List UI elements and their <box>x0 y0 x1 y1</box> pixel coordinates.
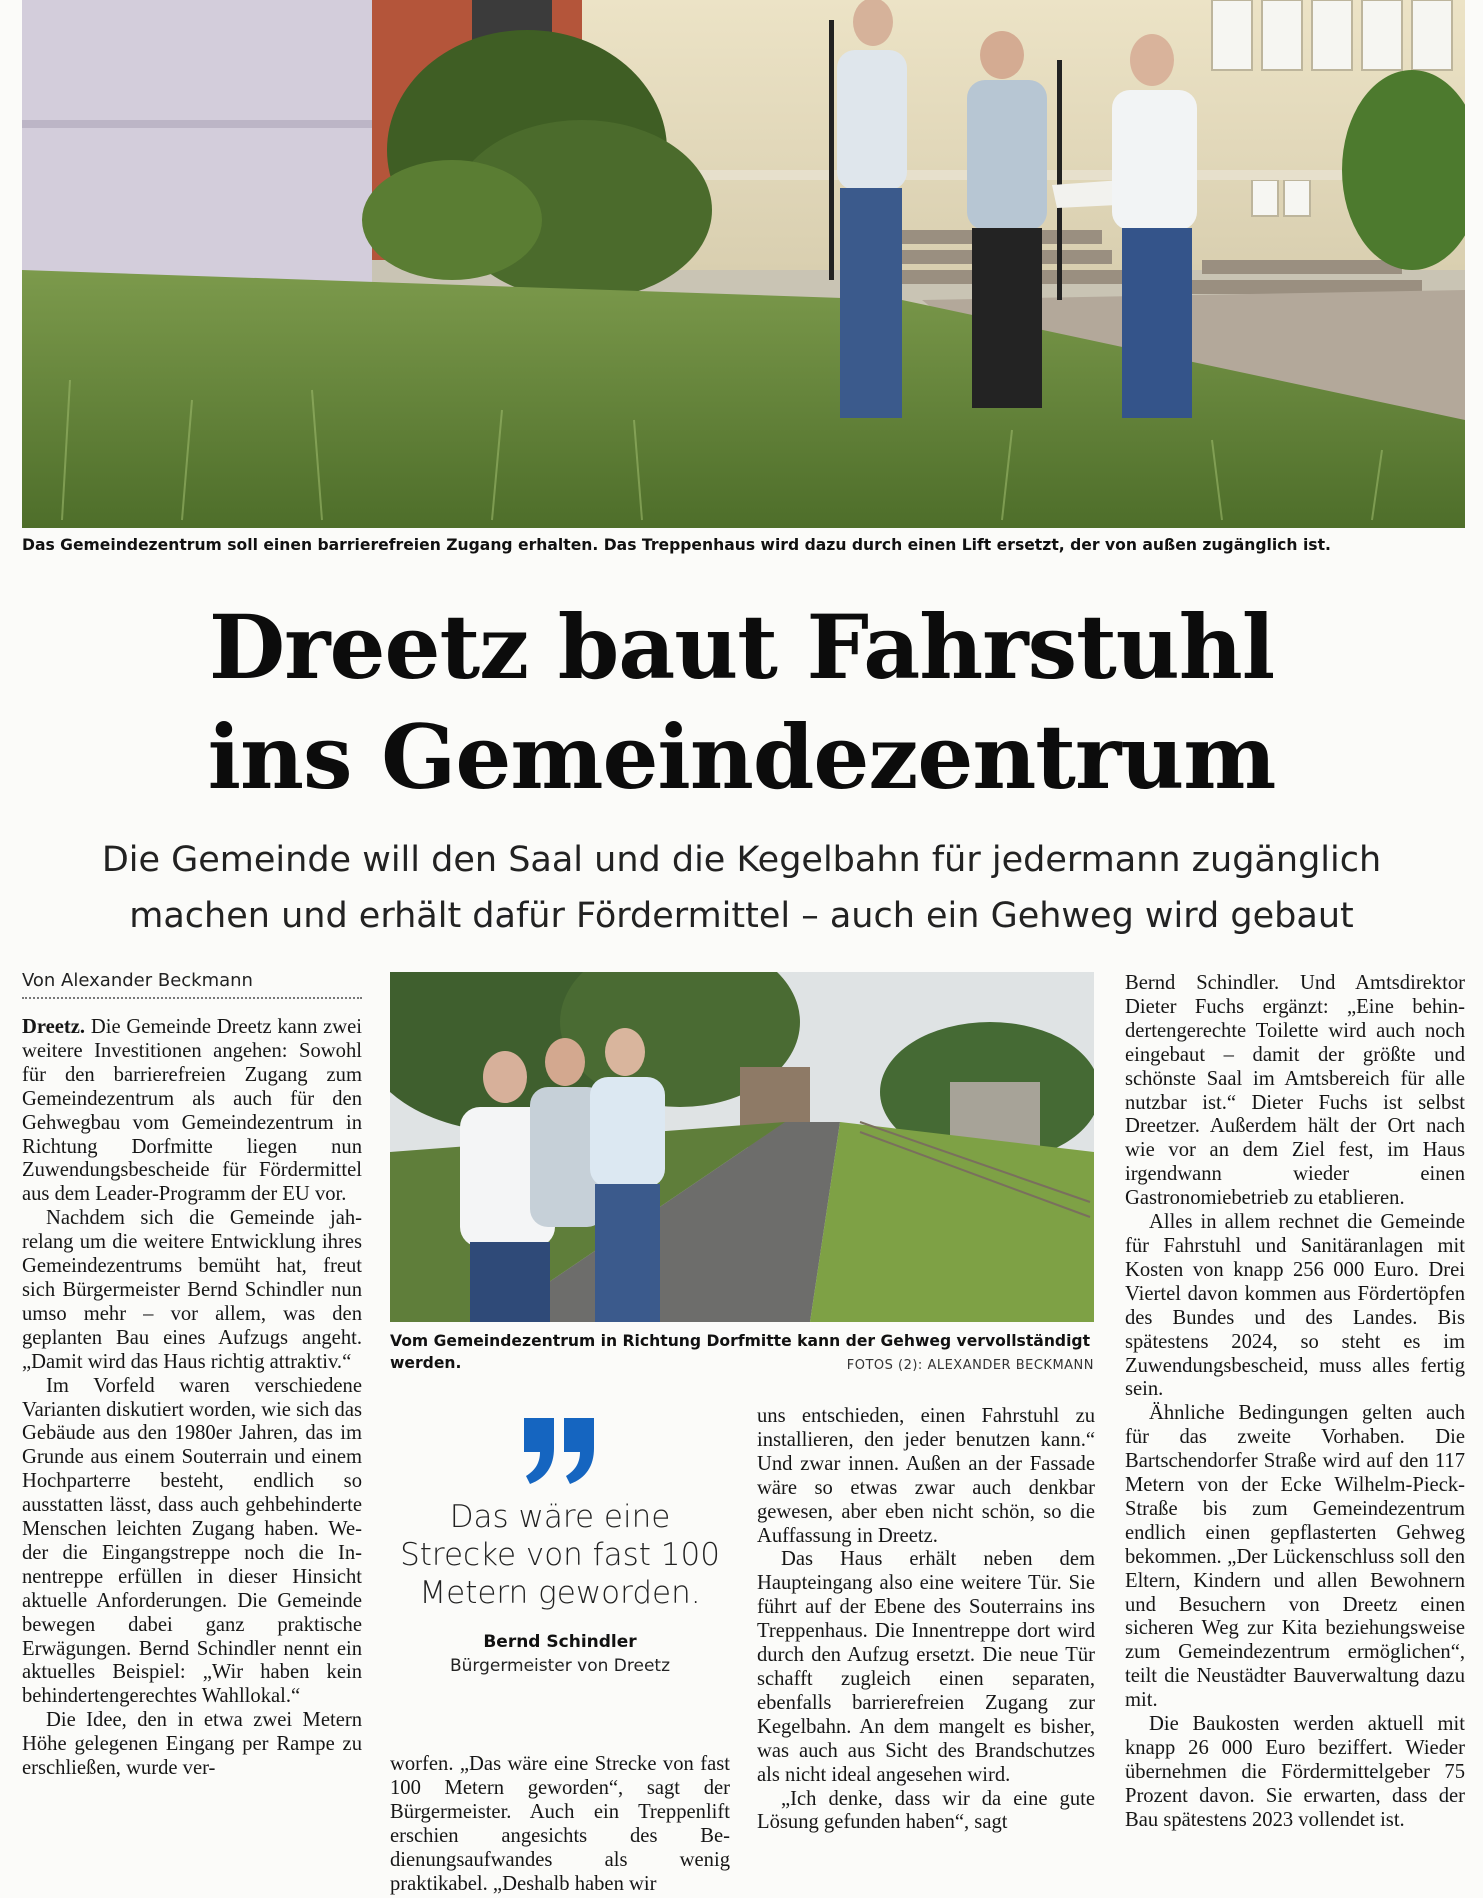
article-paragraph: uns entschieden, einen Fahrstuhl zu installieren, den jeder benutzen kann.“ Und zwar innen. Außen an der Fassade wäre so etwas zwar auch denkbar gewesen, aber eben nicht schön, so die Auffassung in Dreetz. <box>757 1405 1095 1547</box>
article-paragraph: Bernd Schindler. Und Amtsdirektor Dieter Fuchs ergänzt: „Eine behindertengerechte Toilette wird auch noch eingebaut – damit der größte und schönste Saal im Amtsbereich für alle nutzbar ist.“ Dieter Fuchs ist selbst Dreetzer. Außerdem hält der Ort nach wie vor an dem Ziel fest, im Haus irgendwann wieder einen Gastronomiebetrieb zu etablieren. <box>1125 972 1465 1210</box>
pull-quote-role: Bürgermeister von Dreetz <box>449 1656 671 1676</box>
article-column-3 <box>757 1405 1095 1835</box>
pull-quote-text: Das wäre eine Strecke von fast 100 Metern geworden. <box>400 1499 720 1611</box>
article-paragraph: Das Haus erhält neben dem Haupteingang also eine weitere Tür. Sie führt auf der Ebene des Souterrains ins Treppenhaus. Die Innentreppe dort wird durch den Aufzug ersetzt. Die neue Tür schafft zugleich einen separaten, ebenfalls barrierefreien Zugang zur Kegelbahn. An dem mangelt es bisher, was auch aus Sicht des Brandschutzes als nicht ideal angesehen wird. <box>757 1548 1095 1786</box>
article-paragraph: worfen. „Das wäre eine Strecke von fast 100 Metern geworden“, sagt der Bürgermeister. Auch ein Treppenlift erschien angesichts des Bedienungsaufwandes als wenig praktikabel. „Deshalb haben wir <box>390 1753 730 1895</box>
article-paragraph: Ähnliche Bedingungen gelten auch für das zweite Vorhaben. Die Bartschendorfer Straße wird auf den 117 Metern von der Ecke Wilhelm-Pieck-Straße bis zum Gemeindezentrum endlich einen gepflasterten Gehweg bekommen. „Der Lückenschluss soll den Eltern, Kindern und allen Bewohnern und Besuchern von Dreetz einen sicheren Weg zur Kita beziehungsweise zum Gemeindezentrum ermöglichen“, teilt die Neustädter Bauverwaltung dazu mit. <box>1125 1402 1465 1712</box>
article-paragraph: „Ich denke, dass wir da eine gute Lösung gefunden haben“, sagt <box>757 1787 1095 1834</box>
subheadline-line-2: machen und erhält dafür Fördermittel – auch ein Gehweg wird gebaut <box>129 896 1354 936</box>
top-photo-illustration <box>22 0 1465 528</box>
subheadline <box>60 832 1423 944</box>
pull-quote <box>390 1418 730 1676</box>
paragraph-text: Die Gemeinde Dreetz kann zwei weitere Investitionen angehen: Sowohl für den barrierefreien Zugang zum Gemeindezentrum als auch für den Gehwegbau vom Gemeindezentrum in Richtung Dorfmitte liegen nun Zuwendungsbescheide für Fördermittel aus dem Leader-Programm der EU vor. <box>22 1016 363 1206</box>
article-paragraph: Im Vorfeld waren verschiedene Varianten diskutiert worden, wie sich das Gebäude aus den 1980er Jahren, das im Grunde aus einem Souterrain und einem Hochparterre besteht, endlich so ausstatten lässt, dass auch gehbehinderte Menschen leichten Zugang haben. Weder die Eingangstreppe noch die Innentreppe erfüllen in dieser Hinsicht aktuelle Anforderungen. Die Gemeinde bewegen dabei ganz praktische Erwägungen. Bernd Schindler nennt ein aktuelles Beispiel: „Wir haben kein behindertengerechtes Wahllokal.“ <box>22 1374 362 1708</box>
mid-photo-illustration <box>390 972 1094 1322</box>
subheadline-line-1: Die Gemeinde will den Saal und die Kegelbahn für jedermann zugänglich <box>101 840 1382 880</box>
top-photo-caption: Das Gemeindezentrum soll einen barrierefreien Zugang erhalten. Das Treppenhaus wird dazu durch einen Lift ersetzt, der von außen zugänglich ist. <box>22 536 1331 554</box>
article-paragraph <box>22 1016 362 1207</box>
mid-photo <box>390 972 1094 1322</box>
article-column-4 <box>1125 972 1465 1833</box>
article-paragraph: Nachdem sich die Gemeinde jahrelang um die weitere Entwicklung ihres Gemeindezentrums bemüht hat, freut sich Bürgermeister Bernd Schindler nun umso mehr – vor allem, was den geplanten Bau eines Aufzugs angeht. „Damit wird das Haus richtig attraktiv.“ <box>22 1207 362 1373</box>
article-column-1 <box>22 1016 362 1781</box>
photo-credit: FOTOS (2): ALEXANDER BECKMANN <box>846 1358 1094 1373</box>
top-photo <box>22 0 1465 528</box>
article-paragraph: Alles in allem rechnet die Gemeinde für Fahrstuhl und Sanitäranlagen mit Kosten von knapp 256 000 Euro. Drei Viertel davon kommen aus Fördertöpfen des Bundes und des Landes. Bis spätestens 2024, so steht es im Zuwendungsbescheid, muss alles fertig sein. <box>1125 1211 1465 1401</box>
headline-line-1: Dreetz baut Fahrstuhl <box>208 595 1275 699</box>
article-paragraph: Die Idee, den in etwa zwei Metern Höhe gelegenen Eingang per Rampe zu erschließen, wurde ver- <box>22 1709 362 1780</box>
quote-marks-icon <box>520 1418 600 1484</box>
pull-quote-author: Bernd Schindler <box>483 1632 637 1652</box>
mid-photo-caption: Vom Gemeindezentrum in Richtung Dorfmitte kann der Gehweg vervollständigt werden. <box>390 1332 1091 1372</box>
headline <box>0 592 1483 812</box>
byline: Von Alexander Beckmann <box>22 970 362 999</box>
article-paragraph: Die Baukosten werden aktuell mit knapp 26 000 Euro beziffert. Wieder übernehmen die Fördermittelgeber 75 Prozent davon. Sie erwarten, dass der Bau spätestens 2023 vollendet ist. <box>1125 1713 1465 1831</box>
article-column-2 <box>390 1753 730 1896</box>
headline-line-2: ins Gemeindezentrum <box>207 705 1276 809</box>
dateline: Dreetz. <box>22 1016 86 1038</box>
